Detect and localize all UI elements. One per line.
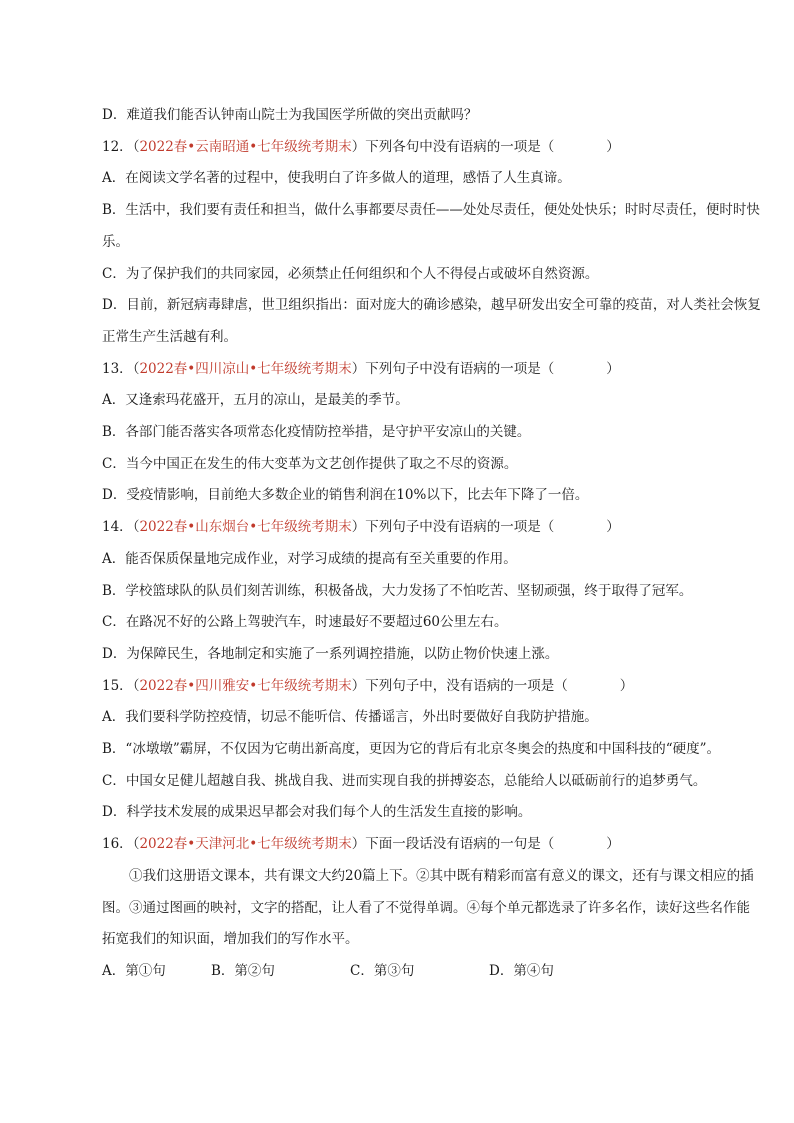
q12-option-d: D．目前，新冠病毒肆虐，世卫组织指出：面对庞大的确诊感染，越早研发出安全可靠的疫苗，对人类社会恢复正常生产生活越有利。 — [102, 297, 761, 345]
q16-option-b: B．第②句 — [211, 962, 275, 979]
question-stem-text: 下列句子中没有语病的一项是（ — [365, 360, 555, 377]
stem-end-paren: ） — [606, 360, 620, 377]
q13-option-b: B．各部门能否落实各项常态化疫情防控举措，是守护平安凉山的关键。 — [102, 424, 531, 441]
source-open-paren: （ — [132, 836, 140, 853]
question-number: 12． — [102, 138, 133, 155]
q13-option-c: C．当今中国正在发生的伟大变革为文艺创作提供了取之不尽的资源。 — [102, 455, 518, 472]
source-close-paren: ） — [351, 836, 366, 853]
q12-option-c: C．为了保护我们的共同家园，必须禁止任何组织和个人不得侵占或破坏自然资源。 — [102, 265, 599, 282]
question-stem-text: 下列句子中，没有语病的一项是（ — [365, 677, 568, 694]
question-stem-text: 下列各句中没有语病的一项是（ — [365, 138, 555, 155]
stem-end-paren: ） — [606, 138, 620, 155]
question-number: 15． — [102, 677, 133, 694]
q15-option-b: B．“冰墩墩”霸屏，不仅因为它萌出新高度，更因为它的背后有北京冬奥会的热度和中国科技的“硬度”。 — [102, 741, 721, 758]
question-15-stem — [102, 671, 762, 703]
q16-passage: ①我们这册语文课本，共有课文大约20篇上下。②其中既有精彩而富有意义的课文，还有与课文相应的插图。③通过图画的映衬，文字的搭配，让人看了不觉得单调。④每个单元都选录了许多名作，读好这些名作能拓宽我们的知识面，增加我们的写作水平。 — [102, 867, 754, 948]
q13-option-a: A．又逢索玛花盛开，五月的凉山，是最美的季节。 — [102, 392, 409, 409]
q16-option-a: A．第①句 — [102, 962, 166, 979]
question-source: 2022春•四川凉山•七年级统考期末 — [139, 360, 352, 377]
question-source: 2022春•四川雅安•七年级统考期末 — [139, 677, 352, 694]
source-open-paren: （ — [132, 138, 140, 155]
question-13-stem — [102, 354, 762, 386]
source-open-paren: （ — [132, 677, 140, 694]
question-12-stem — [102, 132, 762, 164]
q16-options-row — [102, 956, 762, 988]
question-number: 16． — [102, 836, 133, 853]
q12-option-b: B．生活中，我们要有责任和担当，做什么事都要尽责任——处处尽责任，便处处快乐；时时尽责任，便时时快乐。 — [102, 202, 760, 250]
source-close-paren: ） — [351, 360, 366, 377]
question-source: 2022春•天津河北•七年级统考期末 — [139, 836, 352, 853]
source-open-paren: （ — [132, 519, 140, 536]
question-stem-text: 下面一段话没有语病的一句是（ — [365, 836, 555, 853]
q14-option-a: A．能否保质保量地完成作业，对学习成绩的提高有至关重要的作用。 — [102, 550, 517, 567]
q14-option-c: C．在路况不好的公路上驾驶汽车，时速最好不要超过60公里左右。 — [102, 614, 508, 631]
source-close-paren: ） — [351, 519, 366, 536]
question-14-stem — [102, 512, 762, 544]
question-list — [102, 100, 762, 988]
q15-option-c: C．中国女足健儿超越自我、挑战自我、进而实现自我的拼搏姿态，总能给人以砥砺前行的追梦勇气。 — [102, 772, 707, 789]
q11-option-d: D．难道我们能否认钟南山院士为我国医学所做的突出贡献吗？ — [102, 107, 478, 123]
q15-option-d: D．科学技术发展的成果迟早都会对我们每个人的生活发生直接的影响。 — [102, 804, 532, 821]
q12-option-a: A．在阅读文学名著的过程中，使我明白了许多做人的道理，感悟了人生真谛。 — [102, 170, 571, 187]
question-stem-text: 下列句子中没有语病的一项是（ — [365, 519, 555, 536]
stem-end-paren: ） — [606, 836, 620, 853]
q15-option-a: A．我们要科学防控疫情，切忌不能听信、传播谣言，外出时要做好自我防护措施。 — [102, 709, 598, 726]
stem-end-paren: ） — [619, 677, 634, 694]
source-open-paren: （ — [132, 360, 140, 377]
question-16-stem — [102, 829, 762, 861]
q14-option-d: D．为保障民生，各地制定和实施了一系列调控措施，以防止物价快速上涨。 — [102, 645, 559, 662]
source-close-paren: ） — [351, 138, 366, 155]
question-number: 14． — [102, 519, 133, 536]
question-source: 2022春•云南昭通•七年级统考期末 — [139, 138, 352, 155]
source-close-paren: ） — [351, 677, 366, 694]
q16-option-d: D．第④句 — [489, 962, 554, 979]
q14-option-b: B．学校篮球队的队员们刻苦训练，积极备战，大力发扬了不怕吃苦、坚韧顽强，终于取得了冠军。 — [102, 582, 693, 599]
question-source: 2022春•山东烟台•七年级统考期末 — [139, 519, 352, 536]
stem-end-paren: ） — [606, 519, 620, 536]
q13-option-d: D．受疫情影响，目前绝大多数企业的销售利润在10%以下，比去年下降了一倍。 — [102, 487, 589, 504]
q16-option-c: C．第③句 — [350, 962, 415, 979]
question-number: 13． — [102, 360, 133, 377]
